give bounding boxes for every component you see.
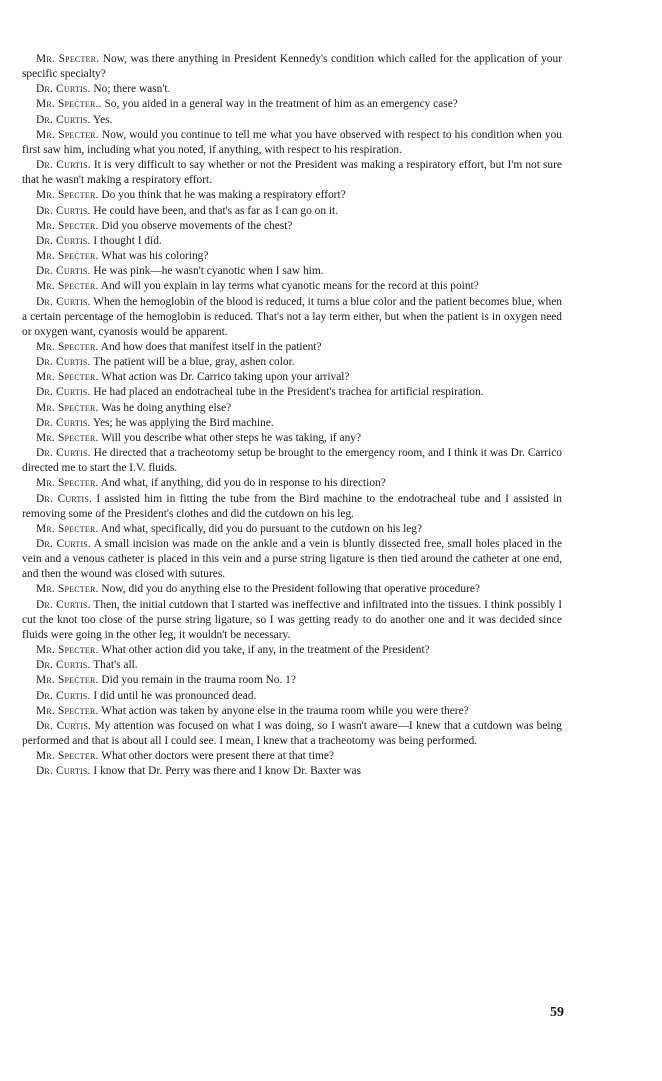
testimony-paragraph <box>22 522 562 537</box>
testimony-paragraph <box>22 401 562 416</box>
testimony-paragraph <box>22 719 562 749</box>
speaker-label: Dr. Curtis. <box>36 234 91 247</box>
testimony-paragraph <box>22 158 562 188</box>
speaker-label: Dr. Curtis. <box>36 204 91 217</box>
speaker-label: Mr. Specter. <box>36 128 99 141</box>
testimony-paragraph <box>22 249 562 264</box>
spoken-text: The patient will be a blue, gray, ashen color. <box>93 356 295 369</box>
speaker-label: Mr. Specter. <box>36 522 99 535</box>
speaker-label: Dr. Curtis. <box>36 356 91 369</box>
testimony-paragraph <box>22 340 562 355</box>
speaker-label: Dr. Curtis. <box>36 416 91 429</box>
testimony-paragraph <box>22 188 562 203</box>
spoken-text: When the hemoglobin of the blood is reduced, it turns a blue color and the patient becomes blue, when a certain percentage of the hemoglobin is reduced. That's not a lay term either, but when the patient is in oxygen need or oxygen want, cyanosis would be apparent. <box>22 295 562 338</box>
testimony-paragraph <box>22 82 562 97</box>
spoken-text: Now, would you continue to tell me what you have observed with respect to his condition when you first saw him, including what you noted, if anything, with respect to his respiration. <box>22 128 562 156</box>
spoken-text: What other doctors were present there at that time? <box>101 750 334 763</box>
spoken-text: What was his coloring? <box>101 250 209 263</box>
speaker-label: Mr. Specter. <box>36 477 99 490</box>
speaker-label: Mr. Specter. <box>36 53 100 65</box>
testimony-transcript <box>22 52 562 780</box>
spoken-text: A small incision was made on the ankle and a vein is bluntly dissected free, small holes placed in the vein and a venous catheter is placed in this vein and a purse string ligature is then tied around the catheter at one end, and then the wound was closed with sutures. <box>22 538 563 581</box>
testimony-paragraph <box>22 537 562 582</box>
spoken-text: No; there wasn't. <box>93 83 171 96</box>
testimony-paragraph <box>22 97 562 112</box>
spoken-text: And what, specifically, did you do pursuant to the cutdown on his leg? <box>100 522 423 535</box>
spoken-text: Will you describe what other steps he was taking, if any? <box>101 431 362 444</box>
speaker-label: Dr. Curtis. <box>36 265 91 278</box>
testimony-paragraph <box>22 658 562 673</box>
speaker-label: Mr. Specter. <box>36 250 99 263</box>
spoken-text: Did you remain in the trauma room No. 1? <box>101 674 296 687</box>
speaker-label: Dr. Curtis. <box>36 598 91 611</box>
spoken-text: And what, if anything, did you do in response to his direction? <box>100 477 386 490</box>
spoken-text: He had placed an endotracheal tube in the President's trachea for artificial respiration. <box>93 386 484 399</box>
speaker-label: Dr. Curtis. <box>36 113 91 126</box>
spoken-text: I thought I did. <box>93 234 162 247</box>
spoken-text: Yes. <box>92 113 113 126</box>
spoken-text: And will you explain in lay terms what cyanotic means for the record at this point? <box>100 280 479 293</box>
testimony-paragraph <box>22 52 562 82</box>
speaker-label: Mr. Specter. <box>36 704 99 717</box>
spoken-text: I did until he was pronounced dead. <box>93 689 257 702</box>
speaker-label: Mr. Specter. <box>36 340 99 353</box>
spoken-text: He directed that a tracheotomy setup be brought to the emergency room, and I think it was Dr. Carrico directed me to start the I.V. fluids. <box>22 447 562 475</box>
speaker-label: Mr. Specter. <box>36 189 99 202</box>
testimony-paragraph <box>22 673 562 688</box>
testimony-paragraph <box>22 279 562 294</box>
spoken-text: What other action did you take, if any, in the treatment of the President? <box>101 644 430 657</box>
speaker-label: Dr. Curtis. <box>36 719 92 732</box>
speaker-label: Dr. Curtis. <box>36 295 91 308</box>
testimony-paragraph <box>22 295 562 340</box>
speaker-label: Mr. Specter. <box>36 280 99 293</box>
testimony-paragraph <box>22 749 562 764</box>
speaker-label: Dr. Curtis. <box>36 689 91 702</box>
spoken-text: It is very difficult to say whether or not the President was making a respiratory effort, but I'm not sure that he wasn't making a respiratory effort. <box>22 159 562 187</box>
testimony-paragraph <box>22 643 562 658</box>
testimony-paragraph <box>22 764 562 779</box>
testimony-paragraph <box>22 219 562 234</box>
testimony-paragraph <box>22 582 562 597</box>
speaker-label: Dr. Curtis. <box>36 659 91 672</box>
testimony-paragraph <box>22 689 562 704</box>
spoken-text: Now, was there anything in President Kennedy's condition which called for the application of your specific specialty? <box>22 53 562 81</box>
testimony-paragraph <box>22 385 562 400</box>
speaker-label: Dr. Curtis. <box>36 765 91 778</box>
speaker-label: Mr. Specter. <box>36 431 99 444</box>
testimony-paragraph <box>22 264 562 279</box>
spoken-text: I assisted him in fitting the tube from the Bird machine to the endotracheal tube and I assisted in removing some of the President's clothes and did the cutdown on his leg. <box>22 492 562 520</box>
testimony-paragraph <box>22 446 562 476</box>
speaker-label: Dr. Curtis. <box>36 538 92 550</box>
testimony-paragraph <box>22 598 562 643</box>
spoken-text: My attention was focused on what I was doing, so I wasn't aware—I knew that a cutdown was being performed and that is about all I could see. I mean, I knew that a tracheotomy was being performed. <box>22 719 562 748</box>
testimony-paragraph <box>22 370 562 385</box>
speaker-label: Mr. Specter. <box>36 401 99 414</box>
speaker-label: Mr. Specter.. <box>36 98 102 111</box>
testimony-paragraph <box>22 234 562 249</box>
speaker-label: Dr. Curtis. <box>36 386 91 399</box>
testimony-paragraph <box>22 476 562 491</box>
spoken-text: That's all. <box>93 659 138 672</box>
testimony-paragraph <box>22 492 562 522</box>
spoken-text: Now, did you do anything else to the President following that operative procedure? <box>101 583 480 596</box>
spoken-text: And how does that manifest itself in the patient? <box>100 340 322 353</box>
speaker-label: Mr. Specter. <box>36 371 99 384</box>
spoken-text: Did you observe movements of the chest? <box>101 219 293 232</box>
spoken-text: Was he doing anything else? <box>101 401 232 414</box>
spoken-text: What action was Dr. Carrico taking upon your arrival? <box>101 371 350 384</box>
speaker-label: Mr. Specter. <box>36 219 99 232</box>
spoken-text: What action was taken by anyone else in the trauma room while you were there? <box>101 704 469 717</box>
spoken-text: Do you think that he was making a respiratory effort? <box>101 189 346 202</box>
testimony-paragraph <box>22 204 562 219</box>
speaker-label: Dr. Curtis. <box>36 447 91 460</box>
speaker-label: Mr. Specter. <box>36 750 99 763</box>
testimony-paragraph <box>22 113 562 128</box>
spoken-text: So, you aided in a general way in the treatment of him as an emergency case? <box>104 98 458 111</box>
testimony-paragraph <box>22 416 562 431</box>
speaker-label: Mr. Specter. <box>36 674 99 687</box>
spoken-text: Then, the initial cutdown that I started was ineffective and infiltrated into the tissues. I think possibly I cut the knot too close of the purse string ligature, so I was getting ready to do another one and it was decided since fluids were going in the other leg, it wouldn't be necessary. <box>22 598 562 641</box>
spoken-text: Yes; he was applying the Bird machine. <box>92 416 274 429</box>
spoken-text: I know that Dr. Perry was there and I know Dr. Baxter was <box>93 765 362 778</box>
speaker-label: Dr. Curtis. <box>36 83 91 96</box>
testimony-paragraph <box>22 355 562 370</box>
testimony-paragraph <box>22 431 562 446</box>
speaker-label: Dr. Curtis. <box>36 159 91 172</box>
spoken-text: He could have been, and that's as far as I can go on it. <box>93 204 339 217</box>
speaker-label: Mr. Specter. <box>36 583 99 596</box>
speaker-label: Dr. Curtis. <box>36 492 93 505</box>
testimony-paragraph <box>22 128 562 158</box>
spoken-text: He was pink—he wasn't cyanotic when I saw him. <box>93 265 324 278</box>
speaker-label: Mr. Specter. <box>36 644 99 657</box>
page-number: 59 <box>550 1005 564 1020</box>
testimony-paragraph <box>22 704 562 719</box>
